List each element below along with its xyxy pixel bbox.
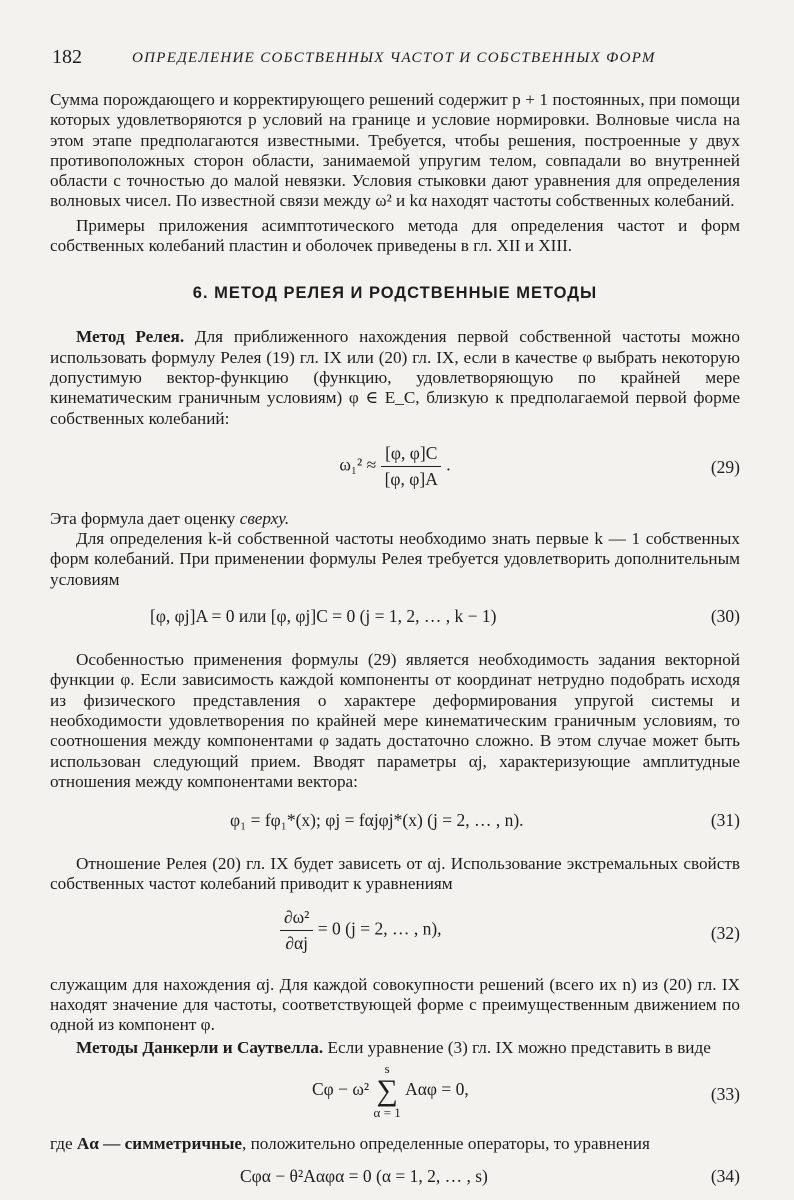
- eq32-denominator: ∂αj: [285, 932, 309, 953]
- summation-icon: ∑: [376, 1073, 398, 1107]
- intro-paragraph-2: Примеры приложения асимптотического метода для определения частот и форм собственных колебаний пластин и оболочек приведены в гл. XII и XIII.: [50, 215, 740, 256]
- running-title: ОПРЕДЕЛЕНИЕ СОБСТВЕННЫХ ЧАСТОТ И СОБСТВЕННЫХ ФОРМ: [132, 50, 656, 66]
- eq30-body: [φ, φj]A = 0 или [φ, φj]C = 0 (j = 1, 2, … , k − 1): [150, 606, 497, 627]
- eq29-number: (29): [710, 456, 740, 477]
- eq31-number: (31): [710, 810, 740, 831]
- eq34-number: (34): [710, 1166, 740, 1187]
- rayleigh-lead: Метод Релея.: [76, 327, 185, 347]
- rayleigh-text-2b: сверху.: [239, 508, 290, 528]
- eq29-fraction: [381, 443, 442, 490]
- dunkerley-text-1: Если уравнение (3) гл. IX можно представить в виде: [327, 1037, 711, 1057]
- rayleigh-paragraph-1: [50, 327, 740, 428]
- eq29-lhs: ω₁² ≈: [339, 454, 377, 475]
- equation-33: [50, 1062, 740, 1128]
- dunkerley-lead: Методы Данкерли и Саутвелла.: [76, 1037, 324, 1057]
- section-title: 6. МЕТОД РЕЛЕЯ И РОДСТВЕННЫЕ МЕТОДЫ: [192, 284, 598, 303]
- dunkerley-text-2c: , положительно определенные операторы, то уравнения: [242, 1133, 650, 1153]
- eq32-rest: = 0 (j = 2, … , n),: [317, 918, 442, 939]
- equation-34: [50, 1166, 740, 1188]
- dunkerley-paragraph-2: [50, 1134, 740, 1154]
- eq32-number: (32): [710, 922, 740, 943]
- equation-30: [50, 606, 740, 628]
- eq32-numerator: ∂ω²: [280, 907, 313, 931]
- page-number: 182: [52, 46, 82, 68]
- rayleigh-text-1: Для приближенного нахождения первой собственной частоты можно использовать формулу Релея (19) гл. IX или (20) гл. IX, если в качестве φ выбрать некоторую допустимую вектор-функцию (функцию, удовлетворяющую по крайней мере кинематическим граничным условиям) φ ∈ E_C, близкую к предполагаемой первой форме собственных колебаний:: [50, 327, 740, 428]
- eq33-summation: [374, 1062, 401, 1120]
- rayleigh-paragraph-5: Отношение Релея (20) гл. IX будет зависеть от αj. Использование экстремальных свойств собственных частот колебаний приводит к уравнениям: [50, 854, 740, 894]
- equation-32: [50, 907, 740, 963]
- book-page: [50, 40, 740, 1188]
- eq32-body: [280, 907, 442, 954]
- dunkerley-text-2b: Aα — симметричные: [76, 1133, 242, 1153]
- eq33-lhs: Cφ − ω²: [312, 1078, 370, 1099]
- rayleigh-paragraph-3: Для определения k-й собственной частоты необходимо знать первые k — 1 собственных форм колебаний. При применении формулы Релея требуется удовлетворить дополнительным условиям: [50, 529, 740, 589]
- eq33-sum-upper: s: [384, 1060, 390, 1076]
- intro-paragraph-1: Сумма порождающего и корректирующего решений содержит p + 1 постоянных, при помощи которых удовлетворяются p условий на границе и условие нормировки. Волновые числа на этом этапе предполагаются известными. Требуется, чтобы решения, построенные у двух противоположных сторон области, занимаемой упругим телом, совпадали во внутренней области с точностью до малой невязки. Условия стыковки дают уравнения для определения волновых чисел. По известной связи между ω² и kα находят частоты собственных колебаний.: [50, 90, 740, 211]
- eq30-number: (30): [710, 606, 740, 627]
- eq33-sum-lower: α = 1: [373, 1104, 401, 1120]
- equation-29: ω₁² ≈ $\frac{[\varphi, \varphi]C}{[\varphi, \varphi]A}$ . (29): [339, 442, 740, 489]
- dunkerley-text-2a: где: [50, 1133, 77, 1153]
- eq29-denominator: [φ, φ]A: [384, 468, 438, 489]
- eq33-number: (33): [710, 1083, 740, 1104]
- rayleigh-paragraph-6: служащим для нахождения αj. Для каждой совокупности решений (всего их n) из (20) гл. IX находят значение для частоты, соответствующей форме с преимущественным движением по одной из компонент φ.: [50, 974, 740, 1035]
- page-header: [50, 40, 740, 80]
- eq32-fraction: [280, 907, 313, 954]
- rayleigh-paragraph-2: [50, 509, 740, 529]
- eq33-body: [312, 1062, 469, 1120]
- rayleigh-text-2a: Эта формула дает оценку: [50, 508, 240, 528]
- eq31-body: φ₁ = fφ₁*(x); φj = fαjφj*(x) (j = 2, … , n).: [230, 810, 524, 831]
- equation-31: [50, 810, 740, 832]
- eq29-numerator: [φ, φ]C: [381, 443, 441, 467]
- eq34-body: Cφα − θ²Aαφα = 0 (α = 1, 2, … , s): [240, 1166, 488, 1187]
- eq33-rhs: Aαφ = 0,: [405, 1078, 469, 1099]
- dunkerley-paragraph-1: [50, 1038, 740, 1058]
- rayleigh-paragraph-4: Особенностью применения формулы (29) является необходимость задания векторной функции φ. Если зависимость каждой компоненты от координат нетрудно подобрать исходя из физического представления о характере деформирования упругой системы и необходимости удовлетворения по крайней мере кинематическим граничным условиям, то соотношения между компонентами φ задать достаточно сложно. В этом случае может быть использован следующий прием. Вводят параметры αj, характеризующие амплитудные отношения между компонентами вектора:: [50, 650, 740, 791]
